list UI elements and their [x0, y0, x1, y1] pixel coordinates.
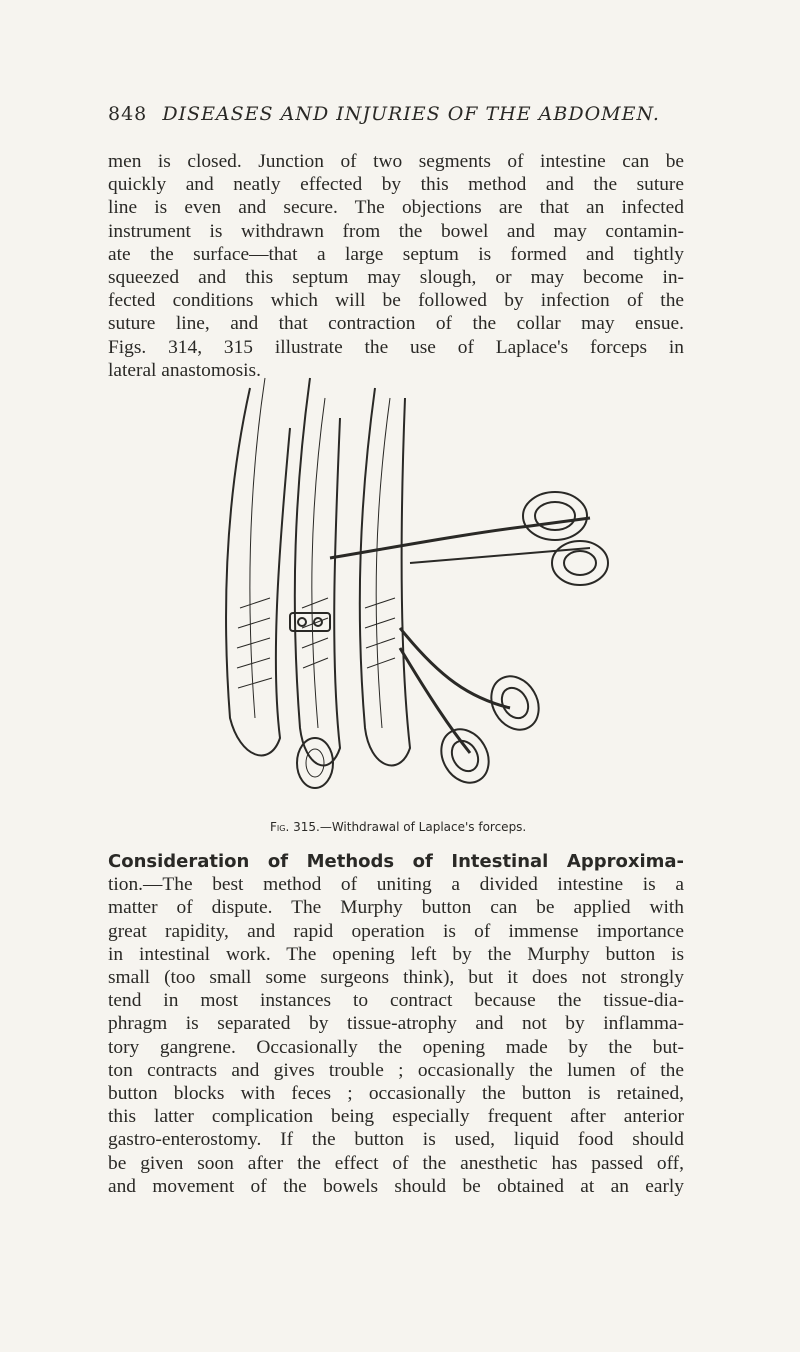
figure-caption	[270, 820, 570, 834]
text-line: instrument is withdrawn from the bowel and may contamin-	[108, 220, 684, 242]
running-header	[108, 103, 660, 125]
text-line: fected conditions which will be followed by infection of the	[108, 290, 684, 312]
text-line: line is even and secure. The objections are that an infected	[108, 197, 684, 219]
text-line: great rapidity, and rapid operation is of immense importance	[108, 920, 684, 942]
paragraph-2	[108, 850, 684, 1198]
text-line: ton contracts and gives trouble ; occasionally the lumen of the	[108, 1059, 684, 1081]
text-line: phragm is separated by tissue-atrophy and not by inflamma-	[108, 1013, 684, 1035]
page-number: 848	[108, 103, 148, 125]
text-line: ate the surface—that a large septum is formed and tightly	[108, 243, 684, 265]
text-line: tory gangrene. Occasionally the opening made by the but-	[108, 1036, 684, 1058]
text-line: tion.—The best method of uniting a divided intestine is a	[108, 874, 684, 896]
text-line: be given soon after the effect of the anesthetic has passed off,	[108, 1152, 684, 1174]
text-line: in intestinal work. The opening left by the Murphy button is	[108, 943, 684, 965]
text-line: this latter complication being especially frequent after anterior	[108, 1106, 684, 1128]
laplace-forceps-illustration	[210, 358, 610, 798]
text-line: suture line, and that contraction of the collar may ensue.	[108, 313, 684, 335]
figure-caption-text: —Withdrawal of Laplace's forceps.	[319, 820, 527, 834]
text-line: gastro-enterostomy. If the button is used, liquid food should	[108, 1129, 684, 1151]
text-line: and movement of the bowels should be obtained at an early	[108, 1175, 684, 1197]
figure-number: Fig. 315.	[270, 820, 320, 834]
text-line: Figs. 314, 315 illustrate the use of Laplace's forceps in	[108, 336, 684, 358]
text-line: small (too small some surgeons think), but it does not strongly	[108, 967, 684, 989]
text-line: matter of dispute. The Murphy button can be applied with	[108, 897, 684, 919]
forceps-figure	[210, 358, 610, 798]
text-line: button blocks with feces ; occasionally the button is retained,	[108, 1083, 684, 1105]
text-line: lateral anastomosis.	[108, 359, 261, 381]
section-heading: Consideration of Methods of Intestinal Approxima-	[108, 851, 684, 872]
text-line: men is closed. Junction of two segments of intestine can be	[108, 151, 684, 172]
text-line: squeezed and this septum may slough, or may become in-	[108, 267, 684, 289]
paragraph-1	[108, 150, 684, 382]
running-title: DISEASES AND INJURIES OF THE ABDOMEN.	[162, 103, 660, 125]
text-line: quickly and neatly effected by this method and the suture	[108, 174, 684, 196]
text-line: tend in most instances to contract because the tissue-dia-	[108, 990, 684, 1012]
